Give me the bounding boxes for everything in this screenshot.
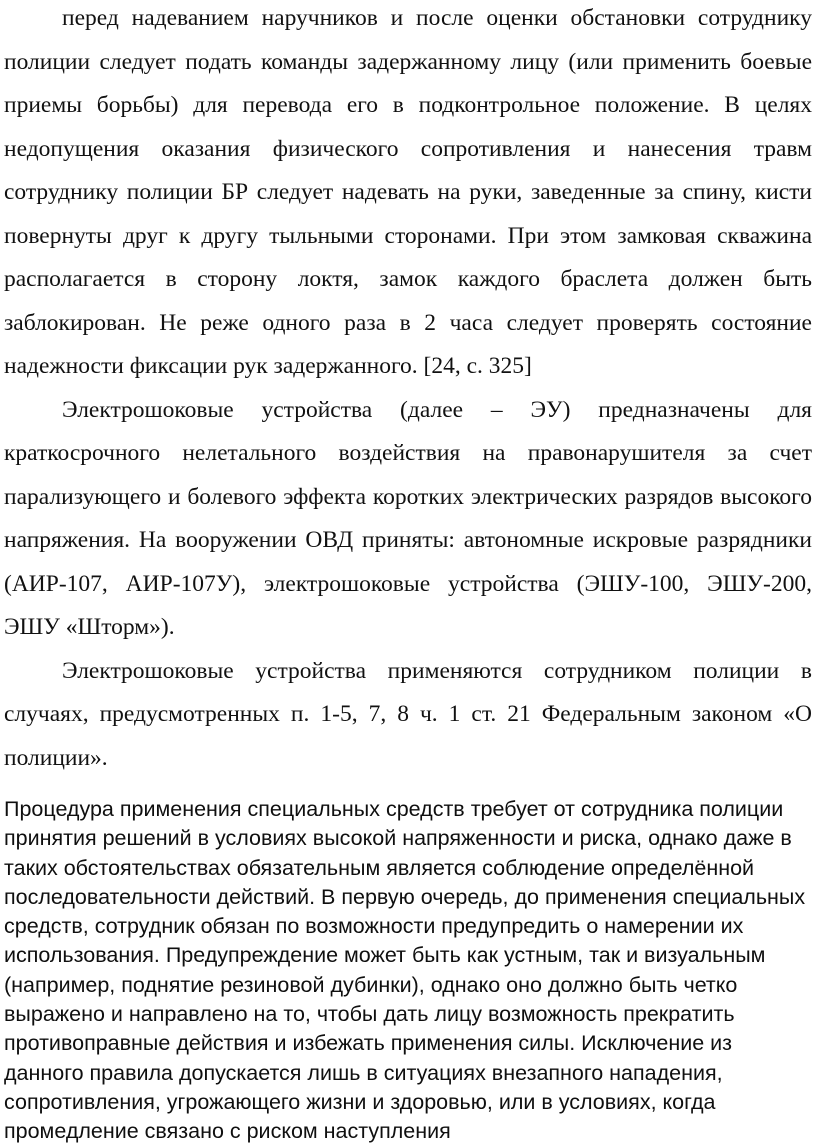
paragraph-electroshock-usage: Электрошоковые устройства применяются сотрудником полиции в случаях, предусмотренных п. 1-5, 7, 8 ч. 1 ст. 21 Федеральным законом «О полиции». <box>4 657 812 771</box>
paragraph-electroshock-devices: Электрошоковые устройства (далее – ЭУ) предназначены для краткосрочного нелетального воздействия на правонарушителя за счет парализующего и болевого эффекта коротких электрических разрядов высокого напряжения. На вооружении ОВД приняты: автономные искровые разрядники (АИР-107, АИР-107У), электрошоковые устройства (ЭШУ-100, ЭШУ-200, ЭШУ «Шторм»). <box>4 396 812 640</box>
paragraph-special-means-procedure: Процедура применения специальных средств требует от сотрудника полиции принятия решений в условиях высокой напряженности и риска, однако даже в таких обстоятельствах обязательным является соблюдение определённой последовательности действий. В первую очередь, до применения специальных средств, сотрудник обязан по возможности предупредить о намерении их использования. Предупреждение может быть как устным, так и визуальным (например, поднятие резиновой дубинки), однако оно должно быть четко выражено и направлено на то, чтобы дать лицу возможность прекратить противоправные действия и избежать применения силы. Исключение из данного правила допускается лишь в ситуациях внезапного нападения, сопротивления, угрожающего жизни и здоровью, или в условиях, когда промедление связано с риском наступления <box>4 797 806 1144</box>
paragraph-handcuffs: перед надеванием наручников и после оценки обстановки сотруднику полиции следует подать команды задержанному лицу (или применить боевые приемы борьбы) для перевода его в подконтрольное положение. В целях недопущения оказания физического сопротивления и нанесения травм сотруднику полиции БР следует надевать на руки, заведенные за спину, кисти повернуты друг к другу тыльными сторонами. При этом замковая скважина располагается в сторону локтя, замок каждого браслета должен быть заблокирован. Не реже одного раза в 2 часа следует проверять состояние надежности фиксации рук задержанного. [24, с. 325] <box>4 5 812 379</box>
